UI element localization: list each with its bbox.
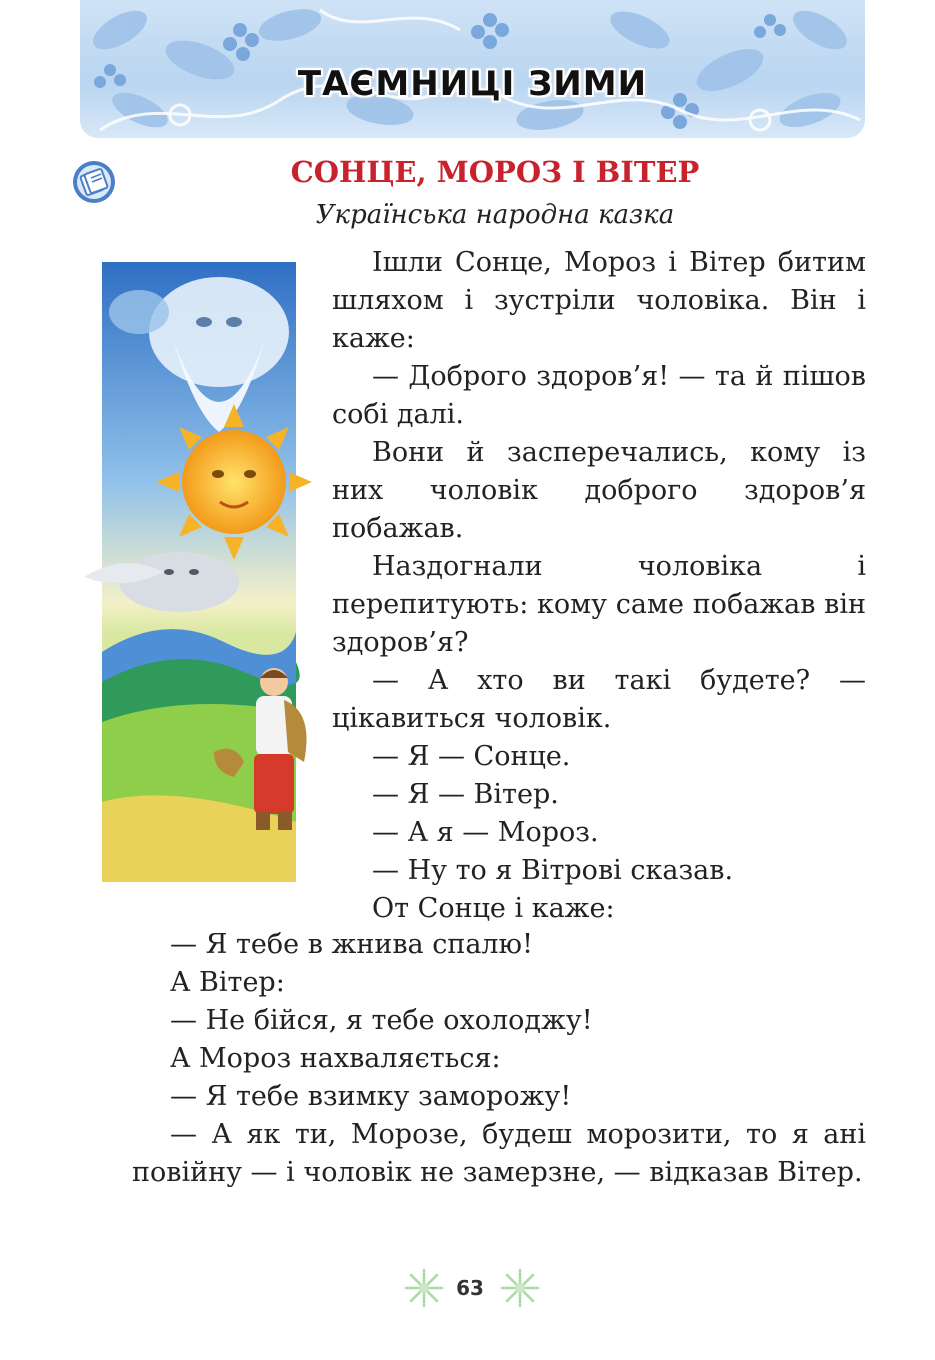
book-icon: [72, 160, 116, 204]
story-illustration: [84, 262, 324, 882]
snowflake-icon: [500, 1268, 540, 1308]
story-title: СОНЦЕ, МОРОЗ І ВІТЕР: [290, 155, 700, 189]
story-paragraph: — А хто ви такі будете? — цікавиться чоловік.: [332, 665, 866, 734]
section-title: ТАЄМНИЦІ ЗИМИ: [297, 64, 648, 104]
story-paragraph: А Мороз нахваляється:: [170, 1043, 501, 1074]
story-paragraph: — Не бійся, я тебе охолоджу!: [170, 1005, 593, 1036]
story-paragraph: Наздогнали чоловіка і перепитують: кому саме побажав він здоров’я?: [332, 551, 866, 658]
page-number: 63: [456, 1276, 484, 1300]
header-banner: [80, 0, 865, 138]
story-paragraph: — Ну то я Вітрові сказав.: [372, 855, 734, 886]
story-paragraph: Ішли Сонце, Мороз і Вітер битим шляхом і зустріли чоловіка. Він і каже:: [332, 247, 866, 354]
story-subtitle: Українська народна казка: [315, 200, 675, 230]
story-paragraph: Вони й засперечались, кому із них чоловік доброго здоров’я побажав.: [332, 437, 866, 544]
story-paragraph: — Я тебе в жнива спалю!: [170, 929, 533, 960]
story-paragraph: А Вітер:: [170, 967, 285, 998]
story-paragraph: — Доброго здоров’я! — та й пішов собі далі.: [332, 361, 866, 430]
snowflake-icon: [404, 1268, 444, 1308]
story-paragraph: От Сонце і каже:: [372, 893, 615, 924]
story-text-full: [132, 926, 866, 1192]
story-paragraph: — А як ти, Морозе, будеш морозити, то я ані повійну — і чоловік не замерзне, — відказав Вітер.: [132, 1119, 866, 1188]
story-paragraph: — А я — Мороз.: [372, 817, 599, 848]
story-text-side: [332, 244, 866, 928]
story-paragraph: — Я — Вітер.: [372, 779, 559, 810]
story-paragraph: — Я тебе взимку заморожу!: [170, 1081, 572, 1112]
story-paragraph: — Я — Сонце.: [372, 741, 571, 772]
